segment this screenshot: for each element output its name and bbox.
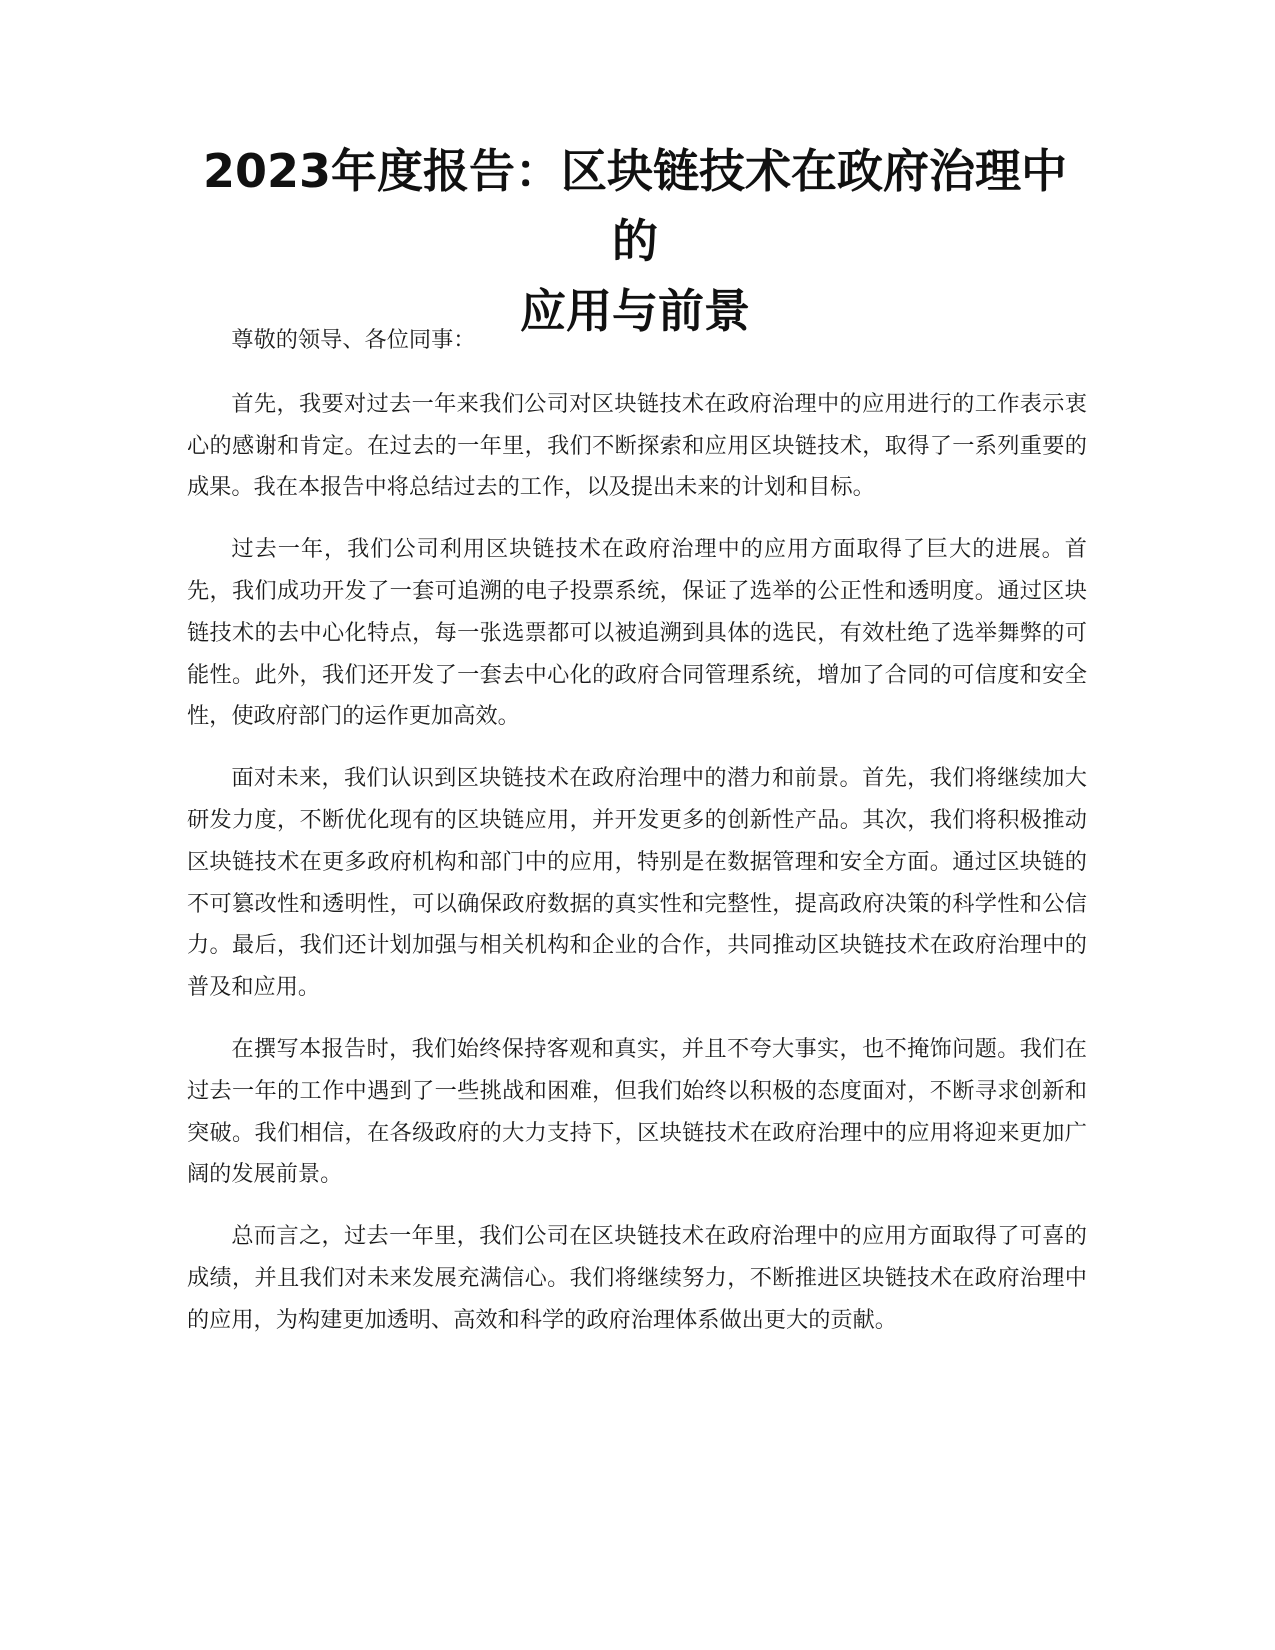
paragraph-5: 总而言之，过去一年里，我们公司在区块链技术在政府治理中的应用方面取得了可喜的成绩，并且我们对未来发展充满信心。我们将继续努力，不断推进区块链技术在政府治理中的应用，为构建更加透明、高效和科学的政府治理体系做出更大的贡献。 <box>187 1223 1087 1333</box>
paragraph-2: 过去一年，我们公司利用区块链技术在政府治理中的应用方面取得了巨大的进展。首先，我们成功开发了一套可追溯的电子投票系统，保证了选举的公正性和透明度。通过区块链技术的去中心化特点，每一张选票都可以被追溯到具体的选民，有效杜绝了选举舞弊的可能性。此外，我们还开发了一套去中心化的政府合同管理系统，增加了合同的可信度和安全性，使政府部门的运作更加高效。 <box>187 536 1087 730</box>
title-line-1: 2023年度报告：区块链技术在政府治理中的 <box>202 144 1068 268</box>
paragraph-4: 在撰写本报告时，我们始终保持客观和真实，并且不夸大事实，也不掩饰问题。我们在过去一年的工作中遇到了一些挑战和困难，但我们始终以积极的态度面对，不断寻求创新和突破。我们相信，在各级政府的大力支持下，区块链技术在政府治理中的应用将迎来更加广阔的发展前景。 <box>187 1035 1087 1188</box>
document-title <box>185 136 1085 346</box>
title-line-2: 应用与前景 <box>520 284 750 338</box>
paragraph-1: 首先，我要对过去一年来我们公司对区块链技术在政府治理中的应用进行的工作表示衷心的感谢和肯定。在过去的一年里，我们不断探索和应用区块链技术，取得了一系列重要的成果。我在本报告中将总结过去的工作，以及提出未来的计划和目标。 <box>187 390 1087 501</box>
paragraph-3: 面对未来，我们认识到区块链技术在政府治理中的潜力和前景。首先，我们将继续加大研发力度，不断优化现有的区块链应用，并开发更多的创新性产品。其次，我们将积极推动区块链技术在更多政府机构和部门中的应用，特别是在数据管理和安全方面。通过区块链的不可篡改性和透明性，可以确保政府数据的真实性和完整性，提高政府决策的科学性和公信力。最后，我们还计划加强与相关机构和企业的合作，共同推动区块链技术在政府治理中的普及和应用。 <box>187 765 1087 1001</box>
document-body <box>187 320 1087 1362</box>
salutation: 尊敬的领导、各位同事： <box>231 327 476 353</box>
